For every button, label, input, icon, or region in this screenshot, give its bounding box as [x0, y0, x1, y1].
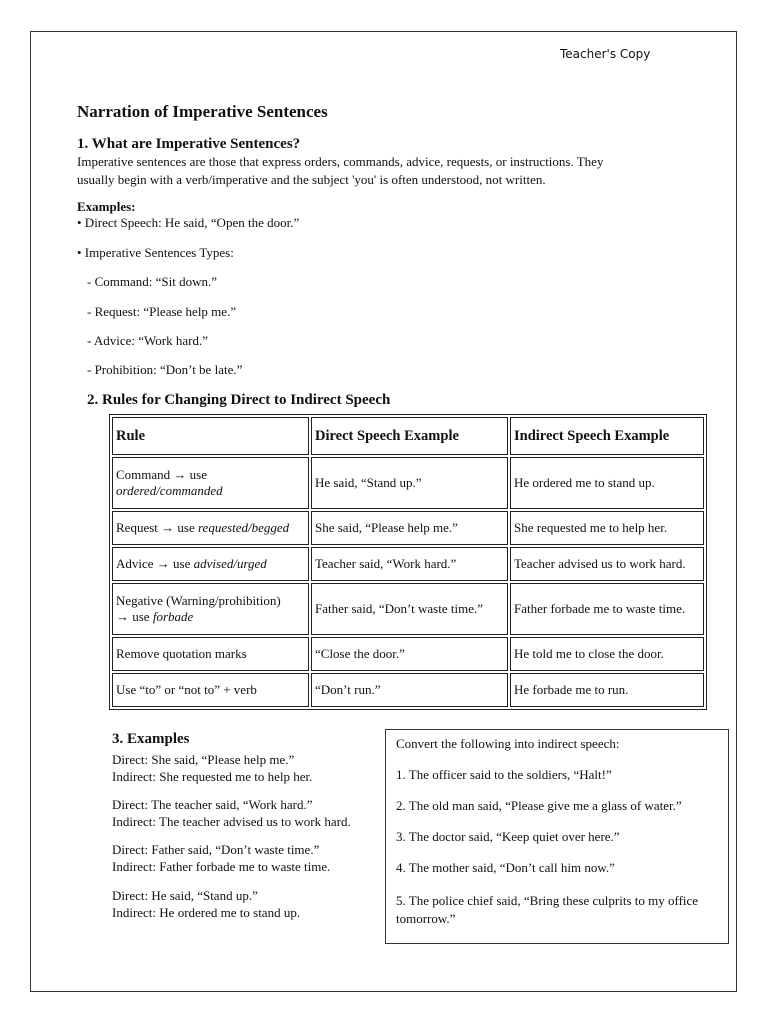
example-direct: Direct: Father said, “Don’t waste time.”	[112, 842, 320, 857]
direct-cell: He said, “Stand up.”	[311, 457, 508, 509]
table-row	[112, 511, 704, 545]
rule-cell	[112, 457, 309, 509]
example-indirect: Indirect: He ordered me to stand up.	[112, 905, 301, 920]
rule-cell	[112, 511, 309, 545]
page-title: Narration of Imperative Sentences	[77, 102, 328, 121]
examples-label: Examples:	[77, 199, 136, 214]
example-pair	[112, 887, 300, 921]
rule-cell	[112, 547, 309, 581]
rule-text-2: → use	[116, 609, 153, 624]
exercise-instruction: Convert the following into indirect speech:	[396, 736, 620, 751]
section1-paragraph	[77, 153, 667, 189]
example-direct: Direct: He said, “Stand up.”	[112, 888, 258, 903]
rule-italic: advised/urged	[193, 556, 267, 571]
rule-italic: forbade	[152, 609, 194, 624]
column-header-rule: Rule	[112, 417, 309, 455]
indirect-cell: He ordered me to stand up.	[510, 457, 704, 509]
rules-table	[109, 414, 707, 710]
rule-cell	[112, 583, 309, 635]
section2-heading: 2. Rules for Changing Direct to Indirect Speech	[87, 392, 391, 408]
rule-text: Advice → use	[116, 556, 194, 571]
section1-heading: 1. What are Imperative Sentences?	[77, 136, 301, 152]
exercise-box	[385, 729, 729, 944]
indirect-cell: He forbade me to run.	[510, 673, 704, 707]
type-command: - Command: “Sit down.”	[87, 274, 217, 289]
indirect-cell: Teacher advised us to work hard.	[510, 547, 704, 581]
exercise-item: 4. The mother said, “Don’t call him now.”	[396, 860, 615, 875]
rule-text: Negative (Warning/prohibition)	[116, 593, 281, 608]
rule-text: Request → use	[116, 520, 198, 535]
table-row	[112, 457, 704, 509]
type-request: - Request: “Please help me.”	[87, 304, 237, 319]
rule-cell: Use “to” or “not to” + verb	[112, 673, 309, 707]
column-header-indirect: Indirect Speech Example	[510, 417, 704, 455]
direct-cell: Father said, “Don’t waste time.”	[311, 583, 508, 635]
exercise-item: 1. The officer said to the soldiers, “Halt!”	[396, 767, 612, 782]
rule-italic: requested/begged	[197, 520, 290, 535]
bullet-types: • Imperative Sentences Types:	[77, 245, 234, 260]
example-pair	[112, 796, 351, 830]
section1-paragraph-line: Imperative sentences are those that express orders, commands, advice, requests, or instructions. They	[77, 154, 604, 169]
table-row	[112, 673, 704, 707]
type-advice: - Advice: “Work hard.”	[87, 333, 208, 348]
table-header-row	[112, 417, 704, 455]
rule-cell: Remove quotation marks	[112, 637, 309, 671]
exercise-item: 3. The doctor said, “Keep quiet over here.”	[396, 829, 620, 844]
rule-text: Command → use	[116, 467, 207, 482]
table-row	[112, 637, 704, 671]
direct-cell: She said, “Please help me.”	[311, 511, 508, 545]
rule-italic: ordered/commanded	[116, 483, 223, 498]
table-row	[112, 547, 704, 581]
direct-cell: “Close the door.”	[311, 637, 508, 671]
teachers-copy-label: Teacher's Copy	[560, 47, 651, 61]
table-row	[112, 583, 704, 635]
example-pair	[112, 841, 330, 875]
indirect-cell: Father forbade me to waste time.	[510, 583, 704, 635]
example-direct: Direct: The teacher said, “Work hard.”	[112, 797, 313, 812]
direct-cell: Teacher said, “Work hard.”	[311, 547, 508, 581]
type-prohibition: - Prohibition: “Don’t be late.”	[87, 362, 243, 377]
example-indirect: Indirect: She requested me to help her.	[112, 769, 313, 784]
column-header-direct: Direct Speech Example	[311, 417, 508, 455]
example-indirect: Indirect: The teacher advised us to work hard.	[112, 814, 351, 829]
indirect-cell: She requested me to help her.	[510, 511, 704, 545]
exercise-item: 5. The police chief said, “Bring these culprits to my office tomorrow.”	[396, 893, 699, 926]
direct-cell: “Don’t run.”	[311, 673, 508, 707]
exercise-item: 2. The old man said, “Please give me a glass of water.”	[396, 798, 682, 813]
indirect-cell: He told me to close the door.	[510, 637, 704, 671]
example-pair	[112, 751, 312, 785]
section3-heading: 3. Examples	[112, 731, 190, 747]
example-direct: Direct: She said, “Please help me.”	[112, 752, 295, 767]
bullet-direct-speech: • Direct Speech: He said, “Open the door.”	[77, 215, 300, 230]
section1-paragraph-line: usually begin with a verb/imperative and the subject 'you' is often understood, not written.	[77, 172, 546, 187]
example-indirect: Indirect: Father forbade me to waste time.	[112, 859, 331, 874]
